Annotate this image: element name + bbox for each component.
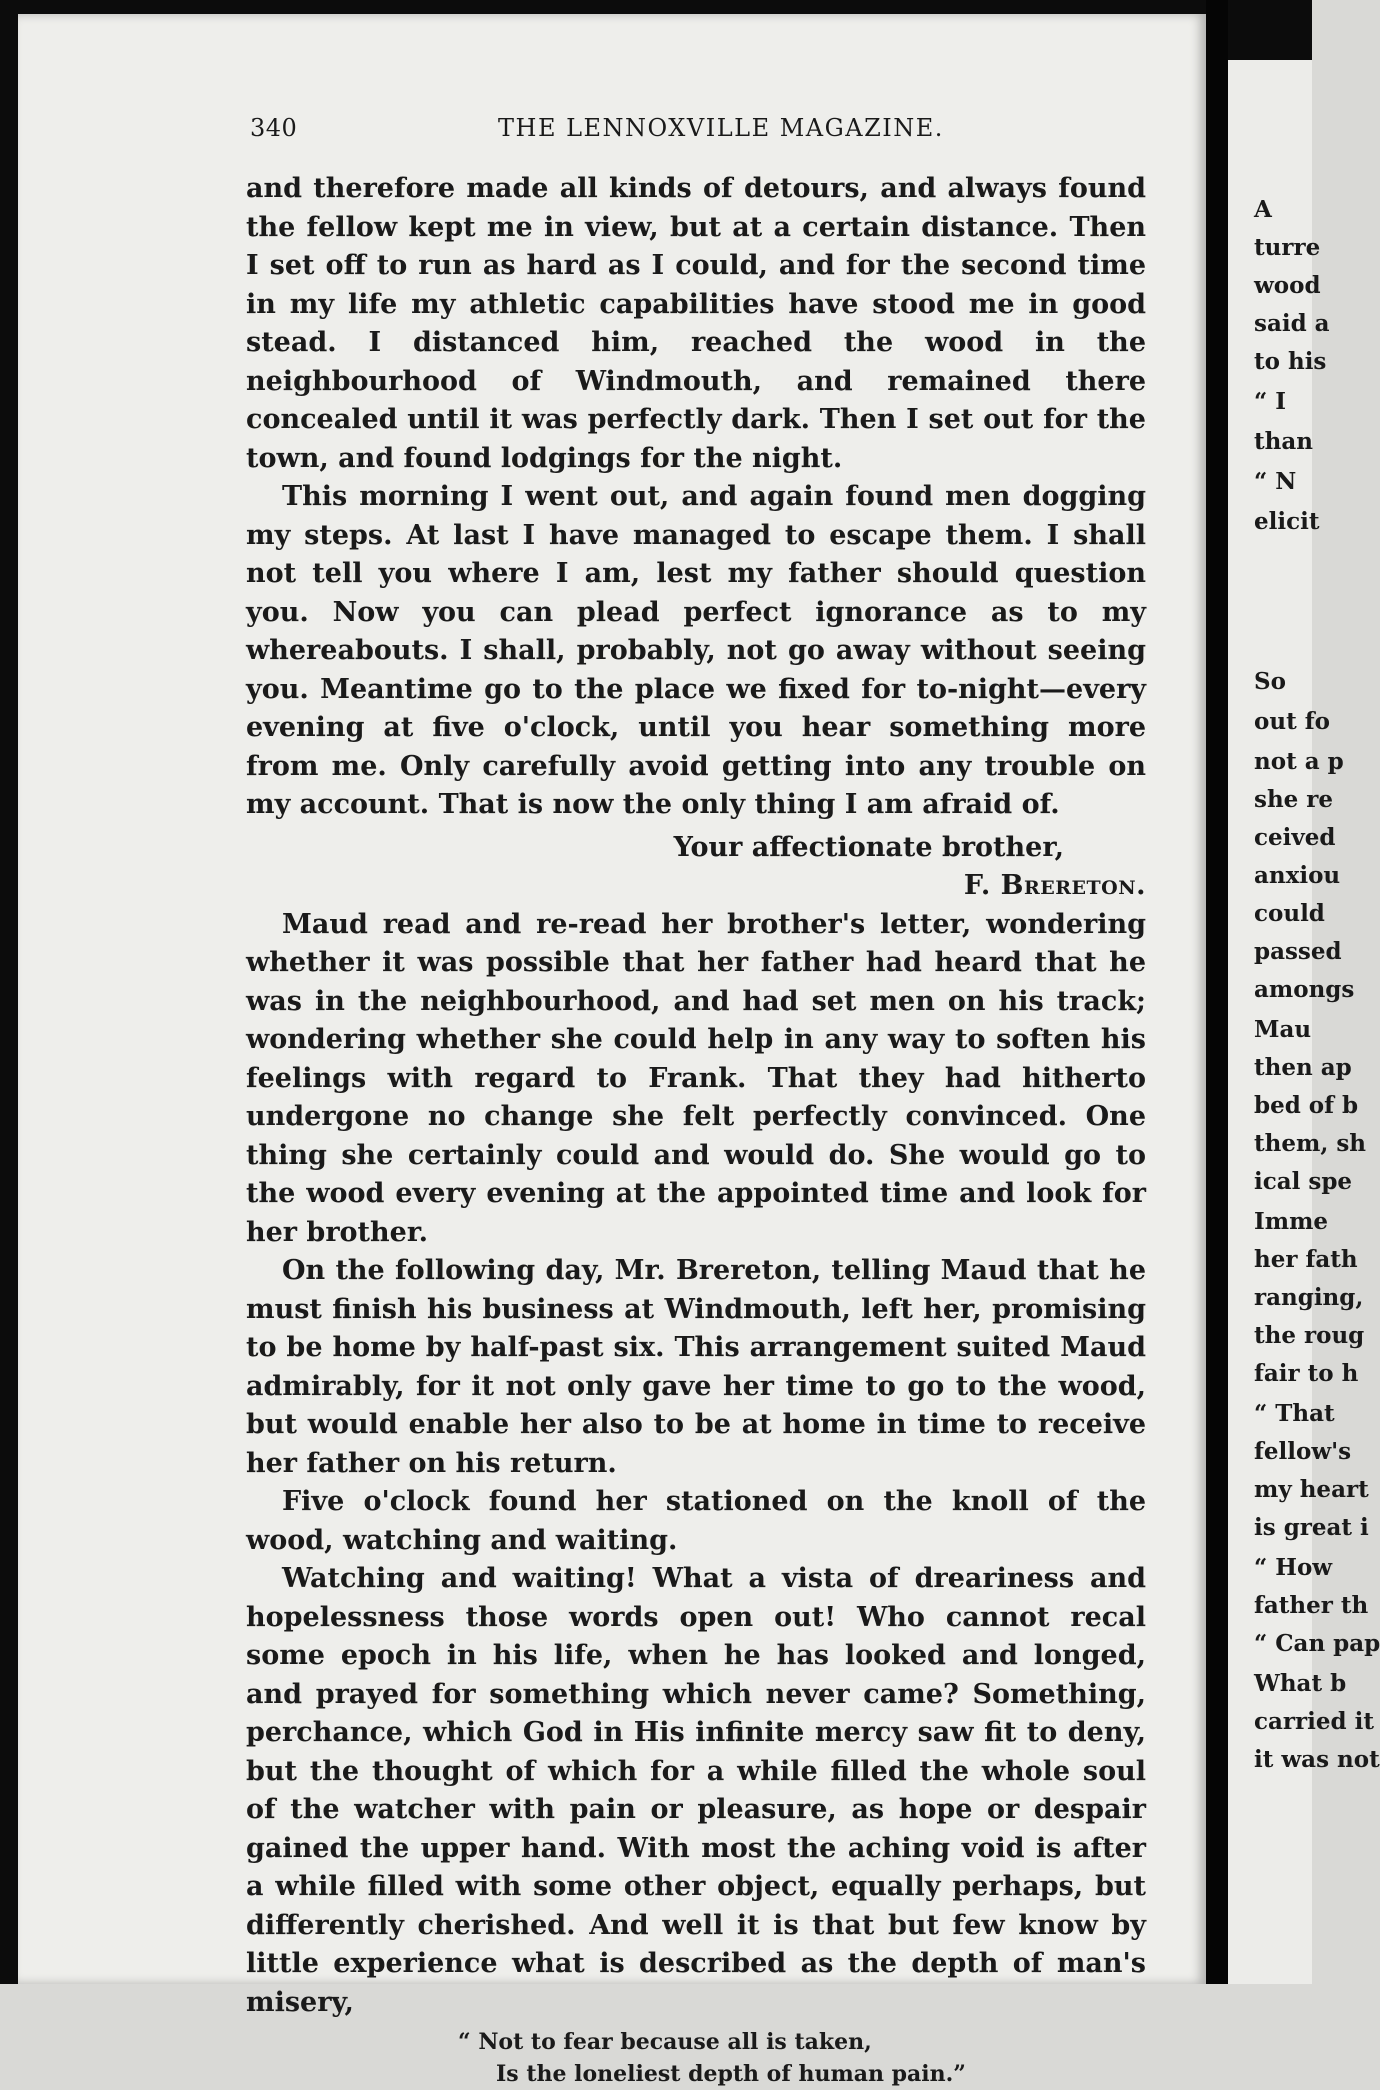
facing-fragment: could bbox=[1254, 900, 1325, 927]
book-gutter bbox=[1206, 0, 1228, 1984]
facing-fragment: anxiou bbox=[1254, 862, 1341, 889]
facing-fragment: ical spe bbox=[1254, 1168, 1353, 1195]
paragraph: Watching and waiting! What a vista of dreariness and hopelessness those words open out! Who cannot recal some epoch in his life, when he has looked and longed, and prayed for something which never came? Something, perchance, which God in His infinite mercy saw fit to deny, but the thought of which for a while filled the whole soul of the watcher with pain or pleasure, as hope or despair gained the upper hand. With most the aching void is after a while filled with some other object, equally perhaps, but differently cherished. And well it is that but few know by little experience what is described as the depth of man's misery, bbox=[246, 1563, 1146, 2018]
page-body bbox=[246, 170, 1146, 2090]
paragraph: Five o'clock found her stationed on the knoll of the wood, watching and waiting. bbox=[246, 1486, 1146, 1556]
facing-fragment: fair to h bbox=[1254, 1360, 1359, 1387]
facing-fragment: is great i bbox=[1254, 1514, 1369, 1541]
page-header bbox=[250, 114, 1170, 154]
facing-fragment: carried it bbox=[1254, 1708, 1374, 1735]
facing-fragment: elicit bbox=[1254, 508, 1320, 535]
facing-fragment: father th bbox=[1254, 1592, 1369, 1619]
verse-line: “ Not to fear because all is taken, bbox=[458, 2029, 872, 2055]
facing-fragment: fellow's bbox=[1254, 1438, 1352, 1465]
facing-fragment: So bbox=[1254, 668, 1286, 695]
facing-fragment: her fath bbox=[1254, 1246, 1358, 1273]
facing-fragment: it was not bbox=[1254, 1746, 1380, 1773]
facing-fragment: “ That bbox=[1254, 1400, 1335, 1427]
facing-fragment: “ Can pap bbox=[1254, 1630, 1380, 1657]
verse-line: Is the loneliest depth of human pain.” bbox=[496, 2061, 966, 2087]
facing-fragment: “ I bbox=[1254, 388, 1286, 415]
facing-fragment: my heart bbox=[1254, 1476, 1369, 1503]
facing-fragment: said a bbox=[1254, 310, 1330, 337]
paragraph: and therefore made all kinds of detours, and always found the fellow kept me in view, but at a certain distance. Then I set off to run as hard as I could, and for the second time in my life my athletic capabilities have stood me in good stead. I distanced him, reached the wood in the neighbourhood of Windmouth, and remained there concealed until it was perfectly dark. Then I set out for the town, and found lodgings for the night. bbox=[246, 173, 1146, 474]
facing-fragment: amongs bbox=[1254, 976, 1355, 1003]
facing-fragment: wood bbox=[1254, 272, 1321, 299]
facing-fragment: then ap bbox=[1254, 1054, 1352, 1081]
facing-fragment: “ How bbox=[1254, 1554, 1333, 1581]
facing-fragment: than bbox=[1254, 428, 1313, 455]
facing-fragment: A bbox=[1254, 196, 1272, 223]
facing-fragment: ranging, bbox=[1254, 1284, 1364, 1311]
facing-fragment: ceived bbox=[1254, 824, 1336, 851]
paragraph: Maud read and re-read her brother's letter, wondering whether it was possible that her father had heard that he was in the neighbourhood, and had set men on his track; wondering whether she could help in any way to soften his feelings with regard to Frank. That they had hitherto undergone no change she felt perfectly convinced. One thing she certainly could and would do. She would go to the wood every evening at the appointed time and look for her brother. bbox=[246, 908, 1146, 1248]
page-number: 340 bbox=[250, 114, 298, 142]
facing-fragment: bed of b bbox=[1254, 1092, 1359, 1119]
facing-fragment: turre bbox=[1254, 234, 1321, 261]
facing-fragment: passed bbox=[1254, 938, 1342, 965]
letter-signature: F. Brereton. bbox=[963, 870, 1146, 901]
facing-fragment: What b bbox=[1254, 1670, 1347, 1697]
letter-closing: Your affectionate brother, bbox=[673, 831, 1064, 863]
facing-fragment: the roug bbox=[1254, 1322, 1365, 1349]
facing-fragment: not a p bbox=[1254, 748, 1344, 775]
paragraph: On the following day, Mr. Brereton, telling Maud that he must finish his business at Windmouth, left her, promising to be home by half-past six. This arrangement suited Maud admirably, for it not only gave her time to go to the wood, but would enable her also to be at home in time to receive her father on his return. bbox=[246, 1255, 1146, 1479]
paragraph: This morning I went out, and again found men dogging my steps. At last I have managed to escape them. I shall not tell you where I am, lest my father should question you. Now you can plead perfect ignorance as to my whereabouts. I shall, probably, not go away without seeing you. Meantime go to the place we fixed for to-night—every evening at five o'clock, until you hear something more from me. Only carefully avoid getting into any trouble on my account. That is now the only thing I am afraid of. bbox=[246, 481, 1146, 820]
facing-page-edge bbox=[1228, 60, 1380, 1984]
facing-fragment: “ N bbox=[1254, 468, 1297, 495]
facing-fragment: out fo bbox=[1254, 708, 1330, 735]
running-head: THE LENNOXVILLE MAGAZINE. bbox=[498, 114, 944, 142]
facing-fragment: Imme bbox=[1254, 1208, 1329, 1235]
facing-fragment: Mau bbox=[1254, 1016, 1312, 1043]
facing-fragment: them, sh bbox=[1254, 1130, 1367, 1157]
facing-fragment: to his bbox=[1254, 348, 1327, 375]
facing-fragment: she re bbox=[1254, 786, 1334, 813]
verse-quotation bbox=[246, 2026, 1146, 2090]
